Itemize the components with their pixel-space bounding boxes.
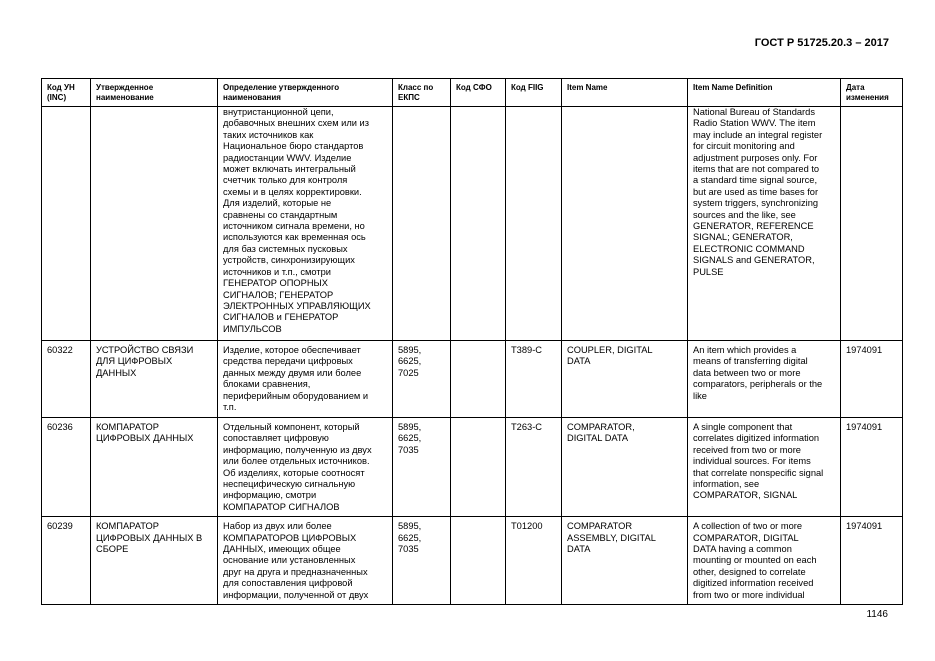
cell-definition-ru: Отдельный компонент, который сопоставляет цифровую информацию, полученную из двух или более отдельных источников. Об изделиях, которые соотносят неспецифическую сигнальную информацию, смотри КОМПАРАТОР СИГНАЛОВ	[218, 418, 393, 517]
cell-date	[841, 107, 903, 341]
table-header-row	[42, 79, 903, 107]
col-header-item-definition: Item Name Definition	[688, 79, 841, 107]
cell-fiig: T01200	[506, 517, 562, 605]
cell-inc: 60322	[42, 341, 91, 418]
col-header-definition-ru: Определение утвержденного наименования	[218, 79, 393, 107]
col-header-sfo: Код СФО	[451, 79, 506, 107]
cell-item-name: COMPARATOR ASSEMBLY, DIGITAL DATA	[562, 517, 688, 605]
cell-definition-ru: Набор из двух или более КОМПАРАТОРОВ ЦИФРОВЫХ ДАННЫХ, имеющих общее основание или установленных друг на друга и предназначенных для сопоставления цифровой информации, полученной от двух	[218, 517, 393, 605]
table-row	[42, 517, 903, 605]
cell-item-name: COMPARATOR, DIGITAL DATA	[562, 418, 688, 517]
cell-name-ru: УСТРОЙСТВО СВЯЗИ ДЛЯ ЦИФРОВЫХ ДАННЫХ	[91, 341, 218, 418]
table-row	[42, 107, 903, 341]
cell-ekps: 5895, 6625, 7035	[393, 418, 451, 517]
col-header-date: Дата изменения	[841, 79, 903, 107]
cell-inc: 60239	[42, 517, 91, 605]
cell-ekps	[393, 107, 451, 341]
cell-sfo	[451, 418, 506, 517]
table-row	[42, 418, 903, 517]
cell-sfo	[451, 517, 506, 605]
page-number: 1146	[866, 609, 888, 620]
cell-inc: 60236	[42, 418, 91, 517]
cell-item-definition: An item which provides a means of transferring digital data between two or more comparators, peripherals or the like	[688, 341, 841, 418]
cell-name-ru: КОМПАРАТОР ЦИФРОВЫХ ДАННЫХ	[91, 418, 218, 517]
cell-name-ru	[91, 107, 218, 341]
cell-inc	[42, 107, 91, 341]
col-header-item-name: Item Name	[562, 79, 688, 107]
col-header-fiig: Код FIIG	[506, 79, 562, 107]
col-header-inc: Код УН (INC)	[42, 79, 91, 107]
document-standard-header: ГОСТ Р 51725.20.3 – 2017	[754, 37, 889, 49]
cell-sfo	[451, 341, 506, 418]
cell-ekps: 5895, 6625, 7025	[393, 341, 451, 418]
cell-item-definition: National Bureau of Standards Radio Station WWV. The item may include an integral register for circuit monitoring and adjustment purposes only. For items that are not compared to a standard time signal source, but are used as time bases for system triggers, synchronizing sources and the like, see GENERATOR, REFERENCE SIGNAL; GENERATOR, ELECTRONIC COMMAND SIGNALS and GENERATOR, PULSE	[688, 107, 841, 341]
cell-fiig: T389-C	[506, 341, 562, 418]
table-row	[42, 341, 903, 418]
cell-fiig: T263-C	[506, 418, 562, 517]
cell-fiig	[506, 107, 562, 341]
cell-date: 1974091	[841, 418, 903, 517]
cell-item-definition: A collection of two or more COMPARATOR, DIGITAL DATA having a common mounting or mounted on each other, designed to correlate digitized information received from two or more individual	[688, 517, 841, 605]
cell-definition-ru: Изделие, которое обеспечивает средства передачи цифровых данных между двумя или более блоками сравнения, периферийным оборудованием и т.п.	[218, 341, 393, 418]
cell-date: 1974091	[841, 341, 903, 418]
classification-table	[41, 78, 903, 605]
cell-item-definition: A single component that correlates digitized information received from two or more individual sources. For items that correlate nonspecific signal information, see COMPARATOR, SIGNAL	[688, 418, 841, 517]
cell-date: 1974091	[841, 517, 903, 605]
cell-item-name: COUPLER, DIGITAL DATA	[562, 341, 688, 418]
col-header-ekps: Класс по ЕКПС	[393, 79, 451, 107]
cell-ekps: 5895, 6625, 7035	[393, 517, 451, 605]
cell-sfo	[451, 107, 506, 341]
cell-definition-ru: внутристанционной цепи, добавочных внешних схем или из таких источников как Национальное бюро стандартов радиостанции WWV. Изделие может включать интегральный счетчик только для контроля схемы и в целях корректировки. Для изделий, которые не сравнены со стандартным источником сигнала времени, но используются как временная ось для баз системных пусковых устройств, синхронизирующих источников и т.п., смотри ГЕНЕРАТОР ОПОРНЫХ СИГНАЛОВ; ГЕНЕРАТОР ЭЛЕКТРОННЫХ УПРАВЛЯЮЩИХ СИГНАЛОВ и ГЕНЕРАТОР ИМПУЛЬСОВ	[218, 107, 393, 341]
col-header-name-ru: Утвержденное наименование	[91, 79, 218, 107]
cell-item-name	[562, 107, 688, 341]
cell-name-ru: КОМПАРАТОР ЦИФРОВЫХ ДАННЫХ В СБОРЕ	[91, 517, 218, 605]
